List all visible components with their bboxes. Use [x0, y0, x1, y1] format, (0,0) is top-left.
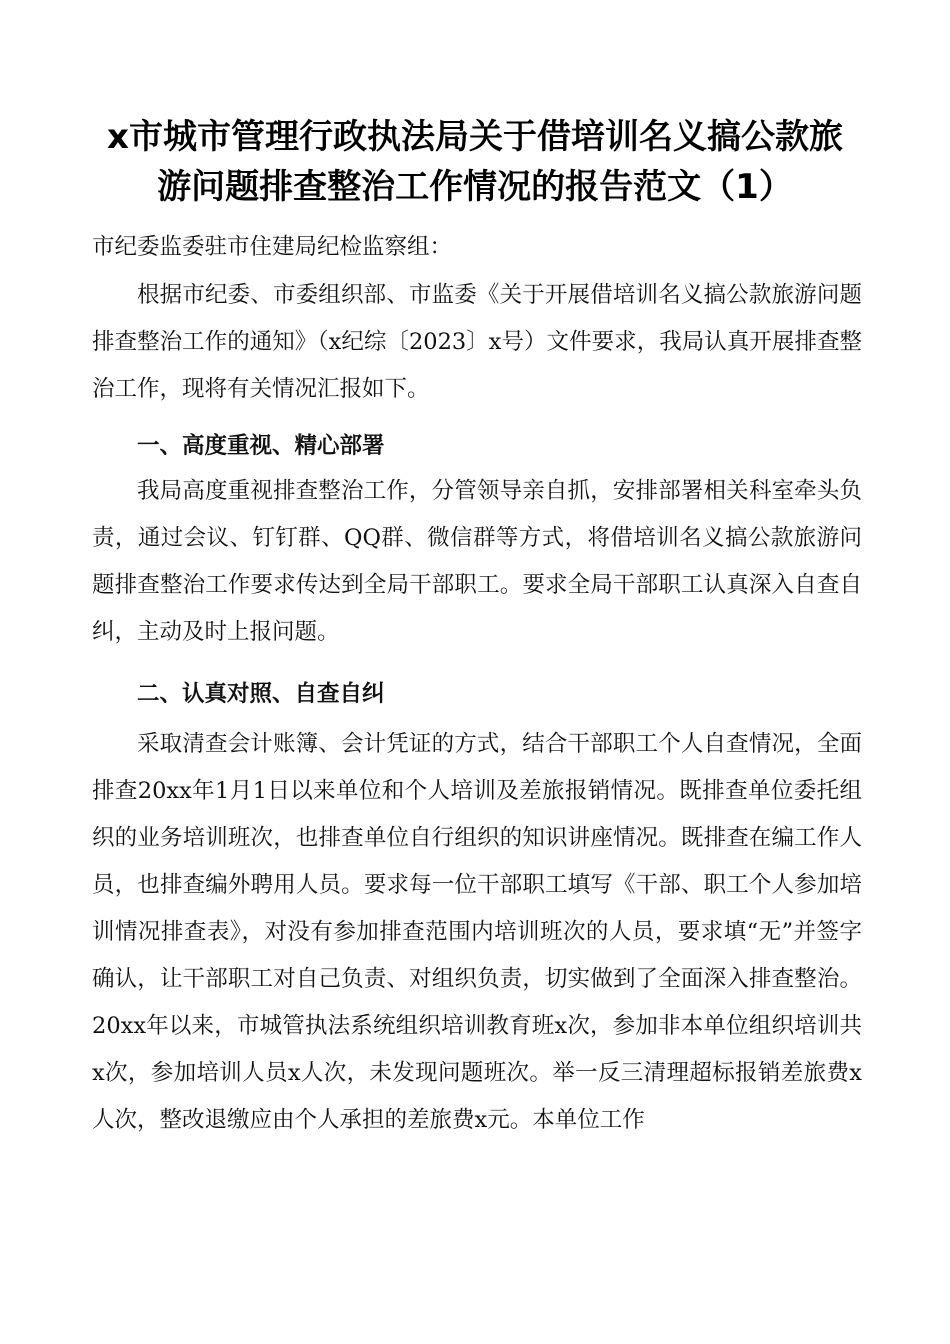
- section-2-paragraph: 采取清查会计账簿、会计凭证的方式，结合干部职工个人自查情况，全面排查20xx年1月1日以来单位和个人培训及差旅报销情况。既排查单位委托组织的业务培训班次，也排查单位自行组织的知识讲座情况。既排查在编工作人员，也排查编外聘用人员。要求每一位干部职工填写《干部、职工个人参加培训情况排查表》，对没有参加排查范围内培训班次的人员，要求填“无”并签字确认，让干部职工对自己负责、对组织负责，切实做到了全面深入排查整治。20xx年以来，市城管执法系统组织培训教育班x次，参加非本单位组织培训共x次，参加培训人员x人次，未发现问题班次。举一反三清理超标报销差旅费x人次，整改退缴应由个人承担的差旅费x元。本单位工作: [92, 731, 862, 1133]
- section-1-paragraph: 我局高度重视排查整治工作，分管领导亲自抓，安排部署相关科室牵头负责，通过会议、钉钉群、QQ群、微信群等方式，将借培训名义搞公款旅游问题排查整治工作要求传达到全局干部职工。要求全局干部职工认真深入自查自纠，主动及时上报问题。: [92, 478, 862, 645]
- intro-paragraph: 根据市纪委、市委组织部、市监委《关于开展借培训名义搞公款旅游问题排查整治工作的通知》（x纪综〔2023〕x号）文件要求，我局认真开展排查整治工作，现将有关情况汇报如下。: [92, 282, 862, 402]
- document-title-line-1: x市城市管理行政执法局关于借培训名义搞公款旅: [107, 117, 843, 157]
- section-heading-2: 二、认真对照、自查自纠: [137, 681, 385, 707]
- document-title-line-2: 游问题排查整治工作情况的报告范文（1）: [157, 167, 793, 207]
- salutation: 市纪委监委驻市住建局纪检监察组：: [92, 234, 453, 260]
- section-heading-1: 一、高度重视、精心部署: [137, 433, 385, 459]
